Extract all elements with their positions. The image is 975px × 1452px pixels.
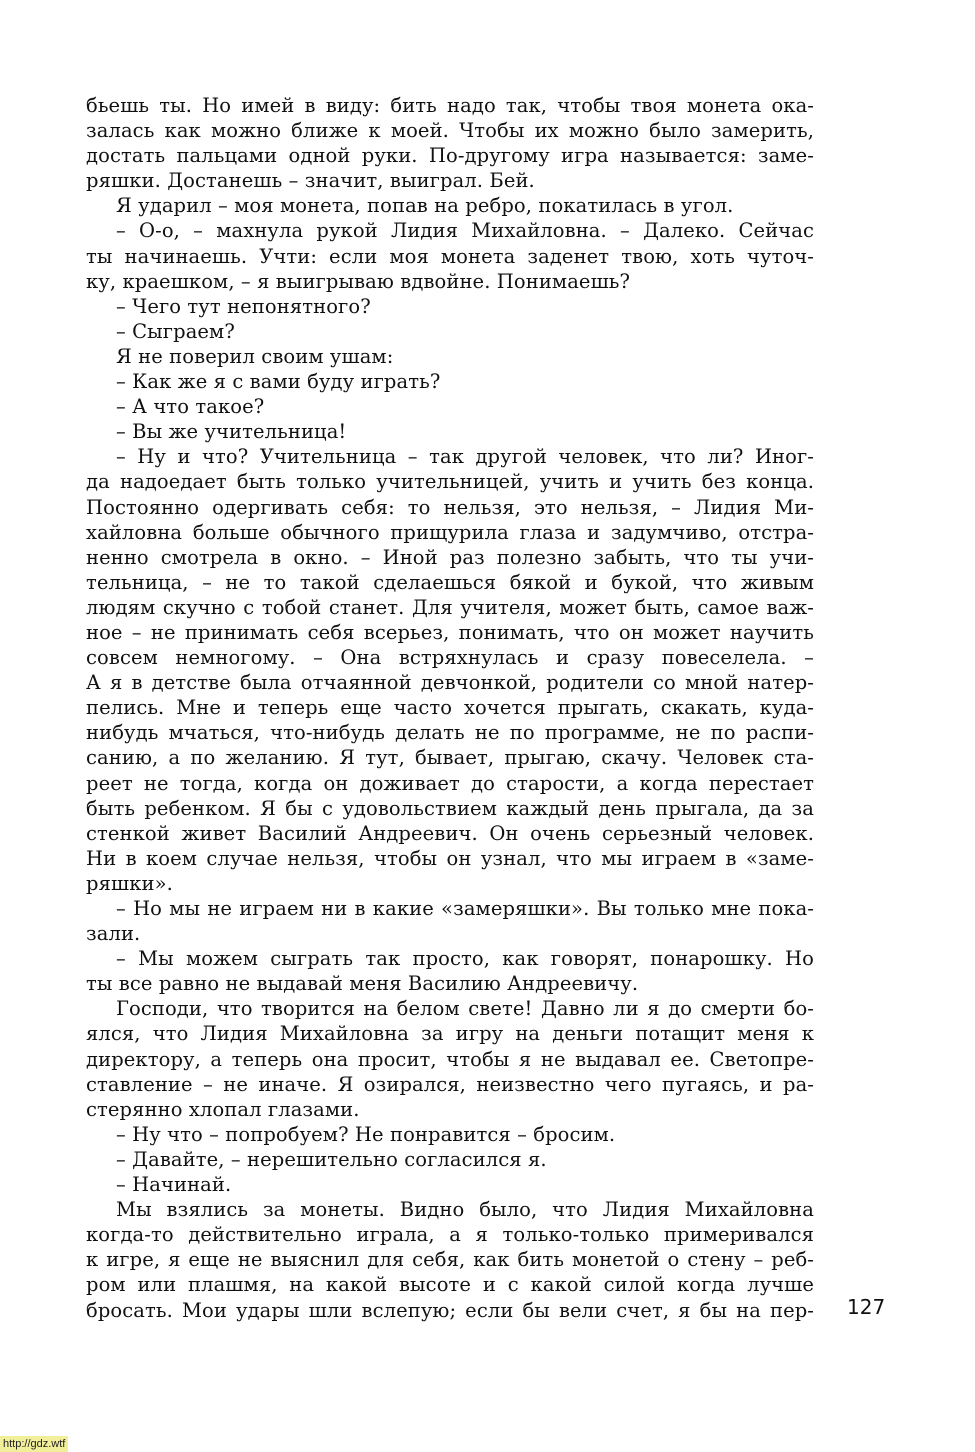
text-line: ты все равно не выдавай меня Василию Андреевичу. [86,972,639,996]
text-line: – Ну и что? Учительница – так другой человек, что ли? Иног- [116,445,814,469]
text-line: нибудь мчаться, что-нибудь делать не по программе, не по распи- [86,721,814,745]
text-line: ставление – не иначе. Я озирался, неизвестно чего пугаясь, и ра- [86,1072,814,1096]
text-line: ром или плашмя, на какой высоте и с какой силой когда лучше [86,1273,814,1297]
text-line: бьешь ты. Но имей в виду: бить надо так, чтобы твоя монета ока- [86,94,814,117]
text-line: – Чего тут непонятного? [116,294,371,318]
text-line: ты начинаешь. Учти: если моя монета заденет твою, хоть чуточ- [86,244,814,268]
text-line: к игре, я еще не выяснил для себя, как бить монетой о стену – реб- [86,1248,814,1272]
text-line: Я не поверил своим ушам: [116,344,394,368]
text-line: когда-то действительно играла, а я только-только примеривался [86,1223,814,1247]
text-line: тельница, – не то такой сделаешься бякой и букой, что живым [86,570,814,594]
text-line: достать пальцами одной руки. По-другому игра называется: заме- [86,144,814,168]
text-line: Господи, что творится на белом свете! Давно ли я до смерти бо- [116,997,814,1021]
text-line: Мы взялись за монеты. Видно было, что Лидия Михайловна [116,1198,814,1222]
text-line: ряшки». [86,871,173,895]
text-line: зали. [86,922,141,946]
text-line: – Но мы не играем ни в какие «замеряшки». Вы только мне пока- [116,897,814,920]
text-line: ненно смотрела в окно. – Иной раз полезно забыть, что ты учи- [86,545,814,569]
text-line: Постоянно одергивать себя: то нельзя, это нельзя, – Лидия Ми- [86,495,814,519]
text-line: быть ребенком. Я бы с удовольствием каждый день прыгала, да за [86,796,814,820]
text-line: санию, а по желанию. Я тут, бывает, прыгаю, скачу. Человек ста- [86,746,814,770]
text-line: совсем немногому. – Она встряхнулась и сразу повеселела. – [86,646,814,670]
text-line: реет не тогда, когда он доживает до старости, а когда перестает [86,771,814,795]
text-line: Ни в коем случае нельзя, чтобы он узнал, что мы играем в «заме- [86,846,814,870]
text-line: залась как можно ближе к моей. Чтобы их можно было замерить, [86,119,814,143]
text-line: людям скучно с тобой станет. Для учителя, может быть, самое важ- [86,595,814,619]
text-line: стерянно хлопал глазами. [86,1097,360,1121]
text-line: Я ударил – моя монета, попав на ребро, покатилась в угол. [116,194,734,218]
text-line: – Вы же учительница! [116,420,347,444]
text-line: – Давайте, – нерешительно согласился я. [116,1147,547,1171]
text-line: – Мы можем сыграть так просто, как говорят, понарошку. Но [116,947,814,971]
text-line: да надоедает быть только учительницей, учить и учить без конца. [86,470,814,494]
text-line: – А что такое? [116,395,265,419]
text-line: – О-о, – махнула рукой Лидия Михайловна. – Далеко. Сейчас [116,219,814,243]
text-line: ялся, что Лидия Михайловна за игру на деньги потащит меня к [86,1022,814,1046]
book-text-body [86,93,814,1323]
text-line: бросать. Мои удары шли вслепую; если бы вели счет, я бы на пер- [86,1298,814,1322]
site-watermark: http://gdz.wtf [0,1436,68,1452]
text-line: – Как же я с вами буду играть? [116,370,441,394]
text-line: – Ну что – попробуем? Не понравится – бросим. [116,1122,616,1146]
text-line: – Сыграем? [116,319,235,343]
page-number: 127 [847,1295,886,1319]
text-line: ку, краешком, – я выигрываю вдвойне. Понимаешь? [86,269,631,293]
text-line: пелись. Мне и теперь еще часто хочется прыгать, скакать, куда- [86,696,814,720]
text-line: директору, а теперь она просит, чтобы я не выдавал ее. Светопре- [86,1047,814,1071]
text-line: А я в детстве была отчаянной девчонкой, родители со мной натер- [86,671,814,695]
text-line: – Начинай. [116,1173,232,1197]
text-line: ряшки. Достанешь – значит, выиграл. Бей. [86,169,535,193]
text-line: ное – не принимать себя всерьез, понимать, что он может научить [86,620,814,644]
text-line: стенкой живет Василий Андреевич. Он очень серьезный человек. [86,821,814,845]
text-line: хайловна больше обычного прищурила глаза и задумчиво, отстра- [86,520,814,544]
